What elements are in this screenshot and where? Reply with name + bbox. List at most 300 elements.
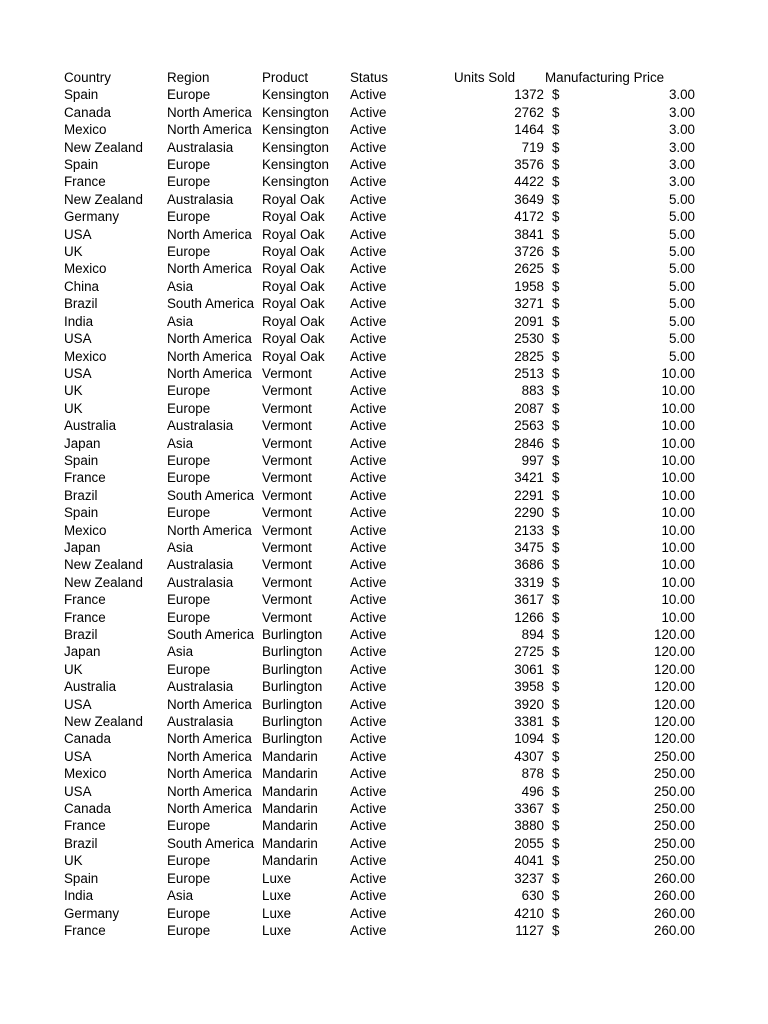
cell-units-sold: 894 <box>521 627 544 642</box>
cell-units-sold: 2513 <box>514 365 544 381</box>
cell-status: Active <box>350 888 387 904</box>
cell-product: Royal Oak <box>262 226 325 242</box>
cell-product: Vermont <box>262 487 312 503</box>
cell-country: UK <box>64 400 83 416</box>
cell-status: Active <box>350 400 387 416</box>
cell-status: Active <box>350 696 387 712</box>
cell-product: Royal Oak <box>262 278 325 294</box>
cell-status: Active <box>350 870 387 886</box>
cell-status: Active <box>350 296 387 312</box>
cell-region: Europe <box>167 452 211 468</box>
cell-units-sold: 719 <box>521 139 544 155</box>
table-row <box>64 730 704 747</box>
cell-manufacturing-price: 250.00 <box>654 835 695 851</box>
cell-status: Active <box>350 331 387 347</box>
cell-status: Active <box>350 922 387 938</box>
cell-region: North America <box>167 261 252 277</box>
cell-country: UK <box>64 853 83 869</box>
cell-manufacturing-price: 5.00 <box>668 209 695 225</box>
cell-product: Vermont <box>262 574 312 590</box>
cell-units-sold: 1958 <box>514 278 544 294</box>
table-row <box>64 156 704 173</box>
cell-currency: $ <box>552 139 560 155</box>
cell-currency: $ <box>552 609 560 625</box>
cell-manufacturing-price: 120.00 <box>654 731 695 747</box>
cell-country: USA <box>64 748 92 764</box>
table-row <box>64 765 704 782</box>
cell-country: New Zealand <box>64 574 143 590</box>
cell-product: Royal Oak <box>262 209 325 225</box>
table-row <box>64 121 704 138</box>
cell-country: Brazil <box>64 627 98 642</box>
cell-country: France <box>64 592 106 608</box>
cell-currency: $ <box>552 383 560 399</box>
cell-product: Luxe <box>262 870 292 886</box>
cell-units-sold: 3841 <box>514 226 544 242</box>
cell-currency: $ <box>552 452 560 468</box>
cell-product: Burlington <box>262 644 323 660</box>
cell-region: Europe <box>167 400 211 416</box>
cell-currency: $ <box>552 87 560 103</box>
table-row <box>64 417 704 434</box>
cell-currency: $ <box>552 261 560 277</box>
cell-units-sold: 3920 <box>514 696 544 712</box>
cell-product: Burlington <box>262 731 323 747</box>
cell-status: Active <box>350 383 387 399</box>
cell-status: Active <box>350 644 387 660</box>
cell-units-sold: 630 <box>521 888 544 904</box>
cell-units-sold: 878 <box>521 766 544 782</box>
cell-region: Australasia <box>167 679 234 695</box>
cell-product: Royal Oak <box>262 244 325 260</box>
cell-currency: $ <box>552 679 560 695</box>
cell-country: USA <box>64 331 92 347</box>
cell-currency: $ <box>552 487 560 503</box>
cell-units-sold: 3061 <box>514 661 544 677</box>
cell-country: New Zealand <box>64 139 143 155</box>
cell-region: Europe <box>167 818 211 834</box>
cell-manufacturing-price: 10.00 <box>661 609 695 625</box>
cell-product: Kensington <box>262 122 330 138</box>
cell-country: France <box>64 818 106 834</box>
cell-status: Active <box>350 609 387 625</box>
cell-units-sold: 2087 <box>514 400 544 416</box>
cell-region: Europe <box>167 470 211 486</box>
cell-manufacturing-price: 120.00 <box>654 644 695 660</box>
cell-currency: $ <box>552 331 560 347</box>
cell-status: Active <box>350 679 387 695</box>
cell-product: Royal Oak <box>262 313 325 329</box>
cell-currency: $ <box>552 557 560 573</box>
table-row <box>64 469 704 486</box>
cell-country: France <box>64 922 106 938</box>
cell-units-sold: 997 <box>521 452 544 468</box>
cell-units-sold: 2290 <box>514 505 544 521</box>
cell-manufacturing-price: 10.00 <box>661 522 695 538</box>
cell-region: Europe <box>167 853 211 869</box>
cell-region: Europe <box>167 209 211 225</box>
cell-currency: $ <box>552 748 560 764</box>
cell-manufacturing-price: 120.00 <box>654 627 695 642</box>
cell-status: Active <box>350 104 387 120</box>
table-row <box>64 539 704 556</box>
cell-status: Active <box>350 226 387 242</box>
table-row <box>64 260 704 277</box>
cell-manufacturing-price: 5.00 <box>668 226 695 242</box>
table-row <box>64 208 704 225</box>
cell-product: Kensington <box>262 157 330 173</box>
header-units-sold: Units Sold <box>454 70 516 85</box>
cell-manufacturing-price: 10.00 <box>661 452 695 468</box>
cell-product: Vermont <box>262 418 312 434</box>
cell-region: Europe <box>167 905 211 921</box>
cell-units-sold: 3319 <box>514 574 544 590</box>
cell-units-sold: 1094 <box>514 731 544 747</box>
table-row <box>64 173 704 190</box>
cell-region: Europe <box>167 383 211 399</box>
cell-status: Active <box>350 592 387 608</box>
cell-status: Active <box>350 122 387 138</box>
cell-country: UK <box>64 383 83 399</box>
cell-currency: $ <box>552 922 560 938</box>
cell-manufacturing-price: 120.00 <box>654 661 695 677</box>
header-product: Product <box>262 70 309 85</box>
cell-status: Active <box>350 470 387 486</box>
cell-region: Europe <box>167 505 211 521</box>
cell-region: Europe <box>167 174 211 190</box>
cell-region: Asia <box>167 539 194 555</box>
cell-status: Active <box>350 801 387 817</box>
cell-currency: $ <box>552 818 560 834</box>
cell-country: Brazil <box>64 835 98 851</box>
cell-units-sold: 2725 <box>514 644 544 660</box>
cell-product: Mandarin <box>262 835 318 851</box>
cell-country: Brazil <box>64 487 98 503</box>
cell-status: Active <box>350 766 387 782</box>
cell-currency: $ <box>552 539 560 555</box>
cell-manufacturing-price: 10.00 <box>661 470 695 486</box>
cell-status: Active <box>350 191 387 207</box>
cell-currency: $ <box>552 731 560 747</box>
cell-manufacturing-price: 10.00 <box>661 383 695 399</box>
cell-units-sold: 1266 <box>514 609 544 625</box>
cell-country: Germany <box>64 905 120 921</box>
cell-product: Mandarin <box>262 818 318 834</box>
cell-country: Spain <box>64 870 99 886</box>
cell-manufacturing-price: 5.00 <box>668 296 695 312</box>
cell-region: North America <box>167 348 252 364</box>
cell-status: Active <box>350 748 387 764</box>
header-region: Region <box>167 70 210 85</box>
cell-manufacturing-price: 3.00 <box>668 157 695 173</box>
cell-country: New Zealand <box>64 714 143 730</box>
cell-currency: $ <box>552 522 560 538</box>
cell-region: North America <box>167 122 252 138</box>
cell-units-sold: 2762 <box>514 104 544 120</box>
table-row <box>64 139 704 156</box>
cell-currency: $ <box>552 365 560 381</box>
cell-currency: $ <box>552 505 560 521</box>
cell-country: Japan <box>64 435 101 451</box>
table-row <box>64 678 704 695</box>
cell-region: Australasia <box>167 574 234 590</box>
cell-product: Burlington <box>262 627 323 642</box>
cell-country: France <box>64 470 106 486</box>
cell-product: Royal Oak <box>262 348 325 364</box>
cell-region: Australasia <box>167 714 234 730</box>
cell-product: Royal Oak <box>262 261 325 277</box>
cell-product: Vermont <box>262 539 312 555</box>
cell-region: South America <box>167 487 255 503</box>
cell-country: Japan <box>64 644 101 660</box>
cell-region: South America <box>167 296 255 312</box>
cell-units-sold: 2133 <box>514 522 544 538</box>
cell-manufacturing-price: 250.00 <box>654 818 695 834</box>
cell-units-sold: 3367 <box>514 801 544 817</box>
cell-currency: $ <box>552 905 560 921</box>
cell-currency: $ <box>552 104 560 120</box>
spreadsheet-table <box>64 69 704 939</box>
cell-manufacturing-price: 3.00 <box>668 174 695 190</box>
cell-manufacturing-price: 5.00 <box>668 261 695 277</box>
cell-manufacturing-price: 10.00 <box>661 435 695 451</box>
cell-units-sold: 2055 <box>514 835 544 851</box>
header-manufacturing-price: Manufacturing Price <box>545 70 665 85</box>
cell-manufacturing-price: 260.00 <box>654 922 695 938</box>
cell-manufacturing-price: 10.00 <box>661 557 695 573</box>
cell-status: Active <box>350 539 387 555</box>
cell-product: Mandarin <box>262 801 318 817</box>
cell-status: Active <box>350 574 387 590</box>
cell-currency: $ <box>552 801 560 817</box>
cell-manufacturing-price: 10.00 <box>661 505 695 521</box>
cell-product: Burlington <box>262 696 323 712</box>
cell-currency: $ <box>552 226 560 242</box>
cell-manufacturing-price: 5.00 <box>668 331 695 347</box>
cell-status: Active <box>350 627 387 642</box>
cell-manufacturing-price: 260.00 <box>654 905 695 921</box>
cell-country: USA <box>64 365 92 381</box>
cell-country: USA <box>64 696 92 712</box>
cell-currency: $ <box>552 783 560 799</box>
cell-region: Australasia <box>167 557 234 573</box>
cell-region: North America <box>167 331 252 347</box>
cell-manufacturing-price: 250.00 <box>654 766 695 782</box>
cell-manufacturing-price: 250.00 <box>654 783 695 799</box>
table-row <box>64 748 704 765</box>
table-row <box>64 661 704 678</box>
cell-units-sold: 2625 <box>514 261 544 277</box>
cell-currency: $ <box>552 296 560 312</box>
cell-country: Mexico <box>64 522 107 538</box>
cell-region: Europe <box>167 157 211 173</box>
cell-currency: $ <box>552 714 560 730</box>
cell-currency: $ <box>552 470 560 486</box>
cell-units-sold: 1464 <box>514 122 544 138</box>
cell-units-sold: 3880 <box>514 818 544 834</box>
cell-country: Mexico <box>64 348 107 364</box>
table-row <box>64 295 704 312</box>
cell-region: Asia <box>167 313 194 329</box>
table-row <box>64 922 704 939</box>
cell-product: Kensington <box>262 174 330 190</box>
header-row <box>64 69 704 86</box>
cell-region: North America <box>167 801 252 817</box>
cell-status: Active <box>350 174 387 190</box>
table-row <box>64 504 704 521</box>
cell-region: Asia <box>167 278 194 294</box>
cell-units-sold: 3475 <box>514 539 544 555</box>
cell-status: Active <box>350 731 387 747</box>
cell-status: Active <box>350 348 387 364</box>
cell-manufacturing-price: 5.00 <box>668 244 695 260</box>
cell-units-sold: 1372 <box>514 87 544 103</box>
cell-region: Europe <box>167 661 211 677</box>
cell-units-sold: 3649 <box>514 191 544 207</box>
cell-units-sold: 2091 <box>514 313 544 329</box>
cell-country: India <box>64 888 94 904</box>
cell-region: North America <box>167 748 252 764</box>
cell-units-sold: 3617 <box>514 592 544 608</box>
cell-manufacturing-price: 250.00 <box>654 748 695 764</box>
cell-status: Active <box>350 661 387 677</box>
cell-status: Active <box>350 244 387 260</box>
cell-currency: $ <box>552 835 560 851</box>
cell-product: Vermont <box>262 592 312 608</box>
header-country: Country <box>64 70 111 85</box>
cell-units-sold: 2825 <box>514 348 544 364</box>
table-row <box>64 609 704 626</box>
cell-units-sold: 3686 <box>514 557 544 573</box>
table-row <box>64 191 704 208</box>
cell-region: Asia <box>167 888 194 904</box>
cell-country: UK <box>64 661 83 677</box>
table-row <box>64 905 704 922</box>
cell-region: Europe <box>167 244 211 260</box>
cell-country: UK <box>64 244 83 260</box>
cell-status: Active <box>350 261 387 277</box>
cell-product: Vermont <box>262 557 312 573</box>
cell-manufacturing-price: 120.00 <box>654 696 695 712</box>
cell-product: Vermont <box>262 452 312 468</box>
table-row <box>64 852 704 869</box>
cell-units-sold: 496 <box>521 783 544 799</box>
table-row <box>64 522 704 539</box>
cell-units-sold: 3237 <box>514 870 544 886</box>
cell-region: North America <box>167 522 252 538</box>
cell-product: Kensington <box>262 87 330 103</box>
cell-product: Burlington <box>262 661 323 677</box>
cell-currency: $ <box>552 661 560 677</box>
cell-units-sold: 883 <box>521 383 544 399</box>
cell-manufacturing-price: 10.00 <box>661 574 695 590</box>
cell-region: Asia <box>167 435 194 451</box>
cell-region: North America <box>167 104 252 120</box>
cell-product: Mandarin <box>262 766 318 782</box>
cell-country: Brazil <box>64 296 98 312</box>
cell-product: Mandarin <box>262 853 318 869</box>
cell-units-sold: 3726 <box>514 244 544 260</box>
cell-status: Active <box>350 452 387 468</box>
cell-currency: $ <box>552 853 560 869</box>
cell-currency: $ <box>552 627 560 642</box>
cell-status: Active <box>350 557 387 573</box>
cell-manufacturing-price: 10.00 <box>661 487 695 503</box>
table-row <box>64 278 704 295</box>
cell-status: Active <box>350 522 387 538</box>
table-row <box>64 696 704 713</box>
cell-country: Spain <box>64 452 99 468</box>
cell-region: South America <box>167 835 255 851</box>
cell-region: North America <box>167 783 252 799</box>
cell-manufacturing-price: 120.00 <box>654 679 695 695</box>
cell-units-sold: 3958 <box>514 679 544 695</box>
cell-product: Vermont <box>262 522 312 538</box>
cell-status: Active <box>350 835 387 851</box>
cell-region: Australasia <box>167 139 234 155</box>
cell-region: Europe <box>167 87 211 103</box>
cell-currency: $ <box>552 400 560 416</box>
cell-manufacturing-price: 5.00 <box>668 348 695 364</box>
cell-status: Active <box>350 783 387 799</box>
cell-status: Active <box>350 818 387 834</box>
cell-currency: $ <box>552 348 560 364</box>
table-row <box>64 591 704 608</box>
cell-manufacturing-price: 10.00 <box>661 365 695 381</box>
table-row <box>64 835 704 852</box>
cell-status: Active <box>350 487 387 503</box>
cell-currency: $ <box>552 592 560 608</box>
cell-units-sold: 3576 <box>514 157 544 173</box>
table-row <box>64 243 704 260</box>
table-row <box>64 382 704 399</box>
cell-currency: $ <box>552 209 560 225</box>
cell-currency: $ <box>552 191 560 207</box>
cell-product: Luxe <box>262 888 292 904</box>
cell-country: USA <box>64 783 92 799</box>
cell-country: Canada <box>64 731 111 747</box>
cell-status: Active <box>350 418 387 434</box>
table-row <box>64 226 704 243</box>
cell-units-sold: 1127 <box>515 922 544 938</box>
table-row <box>64 452 704 469</box>
cell-manufacturing-price: 260.00 <box>654 870 695 886</box>
cell-units-sold: 4422 <box>514 174 544 190</box>
cell-status: Active <box>350 905 387 921</box>
cell-manufacturing-price: 3.00 <box>668 122 695 138</box>
cell-region: North America <box>167 226 252 242</box>
cell-product: Vermont <box>262 383 312 399</box>
cell-country: Spain <box>64 157 99 173</box>
cell-product: Royal Oak <box>262 296 325 312</box>
cell-currency: $ <box>552 122 560 138</box>
cell-currency: $ <box>552 418 560 434</box>
cell-currency: $ <box>552 244 560 260</box>
cell-currency: $ <box>552 766 560 782</box>
cell-units-sold: 3271 <box>514 296 544 312</box>
cell-product: Luxe <box>262 905 292 921</box>
cell-region: North America <box>167 696 252 712</box>
cell-units-sold: 4041 <box>514 853 544 869</box>
table-row <box>64 104 704 121</box>
cell-region: South America <box>167 627 255 642</box>
cell-country: Mexico <box>64 261 107 277</box>
cell-manufacturing-price: 250.00 <box>654 853 695 869</box>
cell-country: New Zealand <box>64 191 143 207</box>
cell-region: Australasia <box>167 191 234 207</box>
cell-units-sold: 3381 <box>514 714 544 730</box>
table-row <box>64 556 704 573</box>
